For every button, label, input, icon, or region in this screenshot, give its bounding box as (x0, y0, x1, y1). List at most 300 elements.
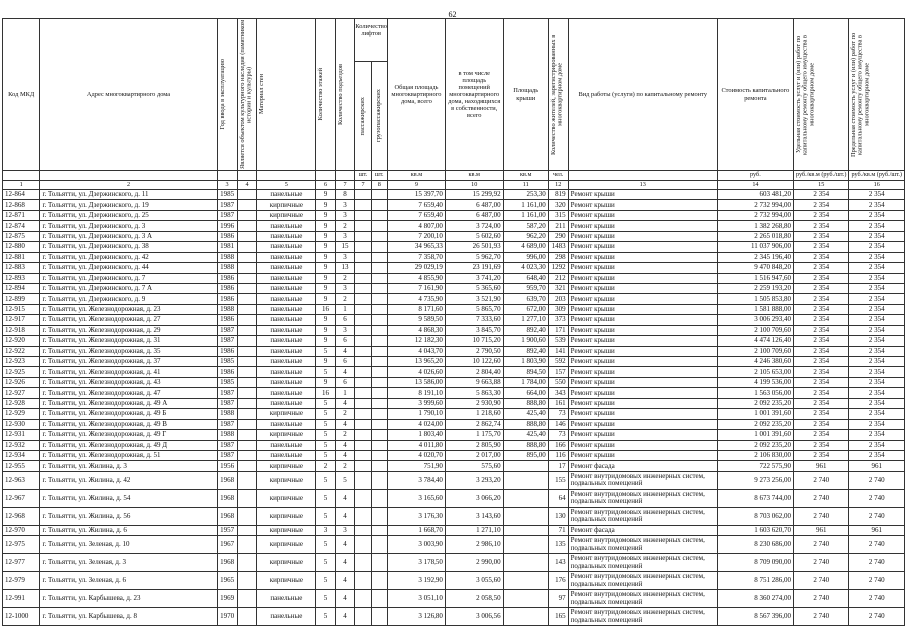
unit-cell (257, 171, 316, 181)
house-code-cell: 12-963 (3, 471, 40, 489)
heritage-cell (237, 536, 257, 554)
work-type-cell: Ремонт крыши (568, 440, 717, 450)
work-type-cell: Ремонт крыши (568, 419, 717, 429)
year-built-cell: 1988 (217, 430, 237, 440)
table-row (3, 231, 905, 241)
year-built-cell: 1968 (217, 507, 237, 525)
address-cell: г. Тольятти, ул. Железнодорожная, д. 49 В (40, 419, 217, 429)
roof-area-cell (503, 590, 548, 608)
lifts-pass-cell (355, 377, 371, 387)
heritage-cell (237, 336, 257, 346)
lifts-pass-cell (355, 419, 371, 429)
work-type-cell: Ремонт внутридомовых инженерных систем, подвальных помещений (568, 507, 717, 525)
entrances-cell: 3 (335, 283, 355, 293)
lifts-pass-cell (355, 231, 371, 241)
heritage-cell (237, 388, 257, 398)
area-owned-cell: 2 017,00 (445, 450, 503, 460)
unit-cost-cell: 2 354 (793, 357, 848, 367)
wall-material-cell: кирпичные (257, 430, 316, 440)
header-material: Материал стен (257, 19, 316, 171)
repair-cost-cell: 2 100 709,60 (717, 346, 793, 356)
work-type-cell: Ремонт внутридомовых инженерных систем, подвальных помещений (568, 536, 717, 554)
entrances-cell: 4 (335, 608, 355, 626)
max-cost-cell: 2 354 (849, 263, 905, 273)
address-cell: г. Тольятти, ул. Железнодорожная, д. 35 (40, 346, 217, 356)
roof-area-cell (503, 554, 548, 572)
lifts-cargo-cell (371, 315, 387, 325)
house-code-cell: 12-1000 (3, 608, 40, 626)
repair-cost-cell: 1 505 853,80 (717, 294, 793, 304)
house-code-cell: 12-923 (3, 357, 40, 367)
residents-cell: 166 (548, 440, 568, 450)
roof-area-cell: 425,40 (503, 430, 548, 440)
address-cell: г. Тольятти, ул. Карбышева, д. 8 (40, 608, 217, 626)
max-cost-cell: 2 740 (849, 471, 905, 489)
floors-cell: 9 (316, 210, 336, 220)
unit-cost-cell: 2 354 (793, 242, 848, 252)
work-type-cell: Ремонт крыши (568, 210, 717, 220)
entrances-cell: 6 (335, 357, 355, 367)
wall-material-cell: панельные (257, 450, 316, 460)
entrances-cell: 4 (335, 367, 355, 377)
work-type-cell: Ремонт крыши (568, 242, 717, 252)
floors-cell: 5 (316, 608, 336, 626)
unit-cost-cell: 2 740 (793, 536, 848, 554)
address-cell: г. Тольятти, ул. Железнодорожная, д. 49 Д (40, 440, 217, 450)
residents-cell: 321 (548, 283, 568, 293)
lifts-pass-cell (355, 525, 371, 535)
work-type-cell: Ремонт крыши (568, 336, 717, 346)
lifts-cargo-cell (371, 190, 387, 200)
column-number-cell: 3 (217, 181, 237, 190)
unit-cell (237, 171, 257, 181)
work-type-cell: Ремонт фасада (568, 461, 717, 471)
table-row (3, 398, 905, 408)
area-owned-cell: 2 930,90 (445, 398, 503, 408)
header-area-owned: в том числе площадь помещений многоквартирного дома, находящихся в собственности, всего (445, 19, 503, 171)
year-built-cell: 1987 (217, 450, 237, 460)
area-total-cell: 4 735,90 (388, 294, 446, 304)
address-cell: г. Тольятти, ул. Железнодорожная, д. 43 (40, 377, 217, 387)
address-cell: г. Тольятти, ул. Дзержинского, д. 3 А (40, 231, 217, 241)
lifts-pass-cell (355, 430, 371, 440)
wall-material-cell: кирпичные (257, 471, 316, 489)
lifts-pass-cell (355, 315, 371, 325)
entrances-cell: 4 (335, 346, 355, 356)
header-address: Адрес многоквартирного дома (40, 19, 217, 171)
header-roof-area: Площадь крыши (503, 19, 548, 171)
lifts-cargo-cell (371, 430, 387, 440)
unit-cost-cell: 2 354 (793, 263, 848, 273)
unit-cost-cell: 2 354 (793, 398, 848, 408)
roof-area-cell: 962,20 (503, 231, 548, 241)
residents-cell: 298 (548, 252, 568, 262)
max-cost-cell: 2 354 (849, 336, 905, 346)
lifts-pass-cell (355, 357, 371, 367)
roof-area-cell: 959,70 (503, 283, 548, 293)
residents-cell: 550 (548, 377, 568, 387)
floors-cell: 3 (316, 525, 336, 535)
work-type-cell: Ремонт крыши (568, 430, 717, 440)
area-total-cell: 3 126,80 (388, 608, 446, 626)
floors-cell: 5 (316, 536, 336, 554)
lifts-pass-cell (355, 409, 371, 419)
area-total-cell: 34 965,33 (388, 242, 446, 252)
header-max-cost: Предельная стоимость услуг и (или) работ по капитальному ремонту общего имущества в многоквартирном доме (849, 19, 905, 171)
entrances-cell: 3 (335, 525, 355, 535)
work-type-cell: Ремонт крыши (568, 346, 717, 356)
area-owned-cell: 575,60 (445, 461, 503, 471)
roof-area-cell (503, 536, 548, 554)
work-type-cell: Ремонт крыши (568, 200, 717, 210)
max-cost-cell: 2 740 (849, 554, 905, 572)
lifts-pass-cell (355, 572, 371, 590)
max-cost-cell: 2 740 (849, 572, 905, 590)
unit-cost-cell: 2 740 (793, 608, 848, 626)
area-total-cell: 3 051,10 (388, 590, 446, 608)
max-cost-cell: 2 740 (849, 590, 905, 608)
unit-cost-cell: 2 354 (793, 200, 848, 210)
lifts-pass-cell (355, 263, 371, 273)
house-code-cell: 12-975 (3, 536, 40, 554)
area-owned-cell: 3 055,60 (445, 572, 503, 590)
area-total-cell: 4 855,90 (388, 273, 446, 283)
lifts-cargo-cell (371, 242, 387, 252)
unit-cost-cell: 2 354 (793, 419, 848, 429)
units-row (3, 171, 905, 181)
house-code-cell: 12-894 (3, 283, 40, 293)
address-cell: г. Тольятти, ул. Зеленая, д. 6 (40, 572, 217, 590)
address-cell: г. Тольятти, ул. Жилина, д. 42 (40, 471, 217, 489)
heritage-cell (237, 357, 257, 367)
unit-cost-cell: 2 354 (793, 190, 848, 200)
table-row (3, 507, 905, 525)
table-row (3, 242, 905, 252)
house-code-cell: 12-899 (3, 294, 40, 304)
table-row (3, 221, 905, 231)
area-owned-cell: 2 862,74 (445, 419, 503, 429)
entrances-cell: 2 (335, 273, 355, 283)
residents-cell: 143 (548, 554, 568, 572)
area-owned-cell: 3 741,20 (445, 273, 503, 283)
roof-area-cell: 672,00 (503, 304, 548, 314)
roof-area-cell: 648,40 (503, 273, 548, 283)
table-row (3, 430, 905, 440)
residents-cell: 212 (548, 273, 568, 283)
roof-area-cell (503, 471, 548, 489)
max-cost-cell: 2 354 (849, 231, 905, 241)
wall-material-cell: кирпичные (257, 507, 316, 525)
repair-cost-cell: 1 001 391,60 (717, 409, 793, 419)
table-row (3, 471, 905, 489)
heritage-cell (237, 190, 257, 200)
entrances-cell: 4 (335, 398, 355, 408)
header-floors: Количество этажей (316, 19, 336, 171)
residents-cell: 211 (548, 221, 568, 231)
house-code-cell: 12-934 (3, 450, 40, 460)
floors-cell: 5 (316, 430, 336, 440)
area-owned-cell: 2 804,40 (445, 367, 503, 377)
area-total-cell: 3 165,60 (388, 489, 446, 507)
house-code-cell: 12-922 (3, 346, 40, 356)
floors-cell: 9 (316, 252, 336, 262)
year-built-cell: 1981 (217, 242, 237, 252)
unit-cell: кв.м (445, 171, 503, 181)
column-number-cell: 14 (717, 181, 793, 190)
unit-cell: руб./кв.м (руб./шт.) (793, 171, 848, 181)
work-type-cell: Ремонт внутридомовых инженерных систем, подвальных помещений (568, 554, 717, 572)
residents-cell: 373 (548, 315, 568, 325)
area-total-cell: 7 200,10 (388, 231, 446, 241)
year-built-cell: 1967 (217, 536, 237, 554)
residents-cell: 64 (548, 489, 568, 507)
floors-cell: 9 (316, 325, 336, 335)
heritage-cell (237, 283, 257, 293)
lifts-pass-cell (355, 507, 371, 525)
repair-cost-cell: 2 092 235,20 (717, 398, 793, 408)
area-owned-cell: 2 805,90 (445, 440, 503, 450)
floors-cell: 9 (316, 221, 336, 231)
area-owned-cell: 3 521,90 (445, 294, 503, 304)
table-row (3, 263, 905, 273)
house-code-cell: 12-920 (3, 336, 40, 346)
roof-area-cell: 639,70 (503, 294, 548, 304)
floors-cell: 9 (316, 200, 336, 210)
floors-cell: 9 (316, 263, 336, 273)
unit-cell: кв.м (503, 171, 548, 181)
entrances-cell: 4 (335, 536, 355, 554)
repair-cost-cell: 9 273 256,00 (717, 471, 793, 489)
entrances-cell: 3 (335, 210, 355, 220)
entrances-cell: 2 (335, 430, 355, 440)
house-code-cell: 12-875 (3, 231, 40, 241)
wall-material-cell: кирпичные (257, 461, 316, 471)
residents-cell: 320 (548, 200, 568, 210)
house-code-cell: 12-977 (3, 554, 40, 572)
heritage-cell (237, 242, 257, 252)
residents-cell: 171 (548, 325, 568, 335)
residents-cell: 17 (548, 461, 568, 471)
column-number-cell: 13 (568, 181, 717, 190)
year-built-cell: 1987 (217, 336, 237, 346)
header-year: Год ввода в эксплуатацию (217, 19, 237, 171)
max-cost-cell: 2 354 (849, 304, 905, 314)
residents-cell: 157 (548, 367, 568, 377)
lifts-cargo-cell (371, 554, 387, 572)
repair-cost-cell: 2 732 994,00 (717, 200, 793, 210)
area-total-cell: 3 176,30 (388, 507, 446, 525)
wall-material-cell: кирпичные (257, 409, 316, 419)
repair-cost-cell: 8 751 286,00 (717, 572, 793, 590)
lifts-cargo-cell (371, 357, 387, 367)
work-type-cell: Ремонт крыши (568, 304, 717, 314)
year-built-cell: 1988 (217, 409, 237, 419)
heritage-cell (237, 572, 257, 590)
lifts-pass-cell (355, 450, 371, 460)
table-row (3, 294, 905, 304)
floors-cell: 5 (316, 590, 336, 608)
house-code-cell: 12-864 (3, 190, 40, 200)
heritage-cell (237, 507, 257, 525)
header-area-total: Общая площадь многоквартирного дома, всего (388, 19, 446, 171)
lifts-pass-cell (355, 398, 371, 408)
area-owned-cell: 9 663,88 (445, 377, 503, 387)
floors-cell: 5 (316, 440, 336, 450)
lifts-pass-cell (355, 388, 371, 398)
roof-area-cell: 888,80 (503, 419, 548, 429)
entrances-cell: 4 (335, 440, 355, 450)
floors-cell: 5 (316, 489, 336, 507)
entrances-cell: 15 (335, 242, 355, 252)
heritage-cell (237, 590, 257, 608)
unit-cell: шт. (371, 171, 387, 181)
entrances-cell: 2 (335, 221, 355, 231)
column-number-cell: 2 (40, 181, 217, 190)
year-built-cell: 1985 (217, 190, 237, 200)
house-code-cell: 12-917 (3, 315, 40, 325)
area-total-cell: 3 178,50 (388, 554, 446, 572)
house-code-cell: 12-915 (3, 304, 40, 314)
unit-cost-cell: 961 (793, 525, 848, 535)
lifts-cargo-cell (371, 252, 387, 262)
unit-cell: руб. (717, 171, 793, 181)
address-cell: г. Тольятти, ул. Жилина, д. 3 (40, 461, 217, 471)
entrances-cell: 2 (335, 461, 355, 471)
area-owned-cell: 5 602,60 (445, 231, 503, 241)
work-type-cell: Ремонт крыши (568, 450, 717, 460)
work-type-cell: Ремонт крыши (568, 273, 717, 283)
lifts-cargo-cell (371, 398, 387, 408)
lifts-cargo-cell (371, 419, 387, 429)
address-cell: г. Тольятти, ул. Дзержинского, д. 3 (40, 221, 217, 231)
table-row (3, 461, 905, 471)
floors-cell: 5 (316, 419, 336, 429)
area-total-cell: 4 807,00 (388, 221, 446, 231)
residents-cell: 116 (548, 450, 568, 460)
year-built-cell: 1968 (217, 554, 237, 572)
roof-area-cell: 253,30 (503, 190, 548, 200)
repair-cost-cell: 2 100 709,60 (717, 325, 793, 335)
wall-material-cell: панельные (257, 273, 316, 283)
wall-material-cell: панельные (257, 263, 316, 273)
house-code-cell: 12-893 (3, 273, 40, 283)
header-unit-cost: Удельная стоимость услуг и (или) работ по капитальному ремонту общего имущества в многоквартирном доме (793, 19, 848, 171)
area-total-cell: 3 003,90 (388, 536, 446, 554)
header-kod: Код МКД (3, 19, 40, 171)
lifts-pass-cell (355, 554, 371, 572)
roof-area-cell: 1 161,00 (503, 200, 548, 210)
area-total-cell: 3 784,40 (388, 471, 446, 489)
header-residents: Количество жителей, зарегистрированных в многоквартирном доме (548, 19, 568, 171)
unit-cost-cell: 2 354 (793, 231, 848, 241)
unit-cell (40, 171, 217, 181)
max-cost-cell: 2 740 (849, 536, 905, 554)
area-total-cell: 4 868,30 (388, 325, 446, 335)
repair-cost-cell: 2 105 653,00 (717, 367, 793, 377)
repair-cost-cell: 1 001 391,60 (717, 430, 793, 440)
table-row (3, 252, 905, 262)
max-cost-cell: 2 354 (849, 388, 905, 398)
entrances-cell: 3 (335, 252, 355, 262)
table-row (3, 590, 905, 608)
entrances-cell: 6 (335, 336, 355, 346)
address-cell: г. Тольятти, ул. Железнодорожная, д. 29 (40, 325, 217, 335)
wall-material-cell: панельные (257, 388, 316, 398)
entrances-cell: 6 (335, 377, 355, 387)
repair-cost-cell: 8 673 744,00 (717, 489, 793, 507)
wall-material-cell: панельные (257, 221, 316, 231)
house-code-cell: 12-928 (3, 398, 40, 408)
heritage-cell (237, 221, 257, 231)
residents-cell: 73 (548, 430, 568, 440)
lifts-pass-cell (355, 590, 371, 608)
residents-cell: 1483 (548, 242, 568, 252)
table-row (3, 536, 905, 554)
max-cost-cell: 961 (849, 525, 905, 535)
residents-cell: 309 (548, 304, 568, 314)
year-built-cell: 1970 (217, 608, 237, 626)
address-cell: г. Тольятти, ул. Зеленая, д. 3 (40, 554, 217, 572)
max-cost-cell: 2 354 (849, 315, 905, 325)
lifts-pass-cell (355, 252, 371, 262)
area-owned-cell: 3 724,00 (445, 221, 503, 231)
header-lifts-pass: пассажирских (358, 96, 366, 136)
work-type-cell: Ремонт крыши (568, 377, 717, 387)
max-cost-cell: 2 354 (849, 283, 905, 293)
table-row (3, 190, 905, 200)
header-lifts-cargo: грузопассажирских (374, 89, 382, 143)
year-built-cell: 1988 (217, 304, 237, 314)
year-built-cell: 1986 (217, 283, 237, 293)
unit-cell (217, 171, 237, 181)
residents-cell: 539 (548, 336, 568, 346)
wall-material-cell: кирпичные (257, 200, 316, 210)
max-cost-cell: 2 354 (849, 440, 905, 450)
capital-repair-table (2, 18, 905, 626)
table-row (3, 419, 905, 429)
year-built-cell: 1987 (217, 210, 237, 220)
area-total-cell: 3 999,60 (388, 398, 446, 408)
wall-material-cell: панельные (257, 242, 316, 252)
residents-cell: 592 (548, 357, 568, 367)
table-row (3, 210, 905, 220)
column-number-cell: 7 (355, 181, 371, 190)
house-code-cell: 12-968 (3, 507, 40, 525)
wall-material-cell: панельные (257, 336, 316, 346)
house-code-cell: 12-970 (3, 525, 40, 535)
area-owned-cell: 6 487,00 (445, 200, 503, 210)
year-built-cell: 1986 (217, 367, 237, 377)
entrances-cell: 1 (335, 304, 355, 314)
floors-cell: 9 (316, 315, 336, 325)
roof-area-cell: 888,80 (503, 440, 548, 450)
header-work-type: Вид работы (услуги) по капитальному ремонту (568, 19, 717, 171)
wall-material-cell: панельные (257, 231, 316, 241)
unit-cost-cell: 2 354 (793, 221, 848, 231)
address-cell: г. Тольятти, ул. Дзержинского, д. 25 (40, 210, 217, 220)
residents-cell: 146 (548, 419, 568, 429)
work-type-cell: Ремонт крыши (568, 388, 717, 398)
max-cost-cell: 2 354 (849, 210, 905, 220)
column-number-cell: 10 (445, 181, 503, 190)
lifts-pass-cell (355, 325, 371, 335)
wall-material-cell: панельные (257, 304, 316, 314)
house-code-cell: 12-868 (3, 200, 40, 210)
lifts-cargo-cell (371, 325, 387, 335)
repair-cost-cell: 2 259 193,20 (717, 283, 793, 293)
area-total-cell: 4 020,70 (388, 450, 446, 460)
year-built-cell: 1987 (217, 398, 237, 408)
